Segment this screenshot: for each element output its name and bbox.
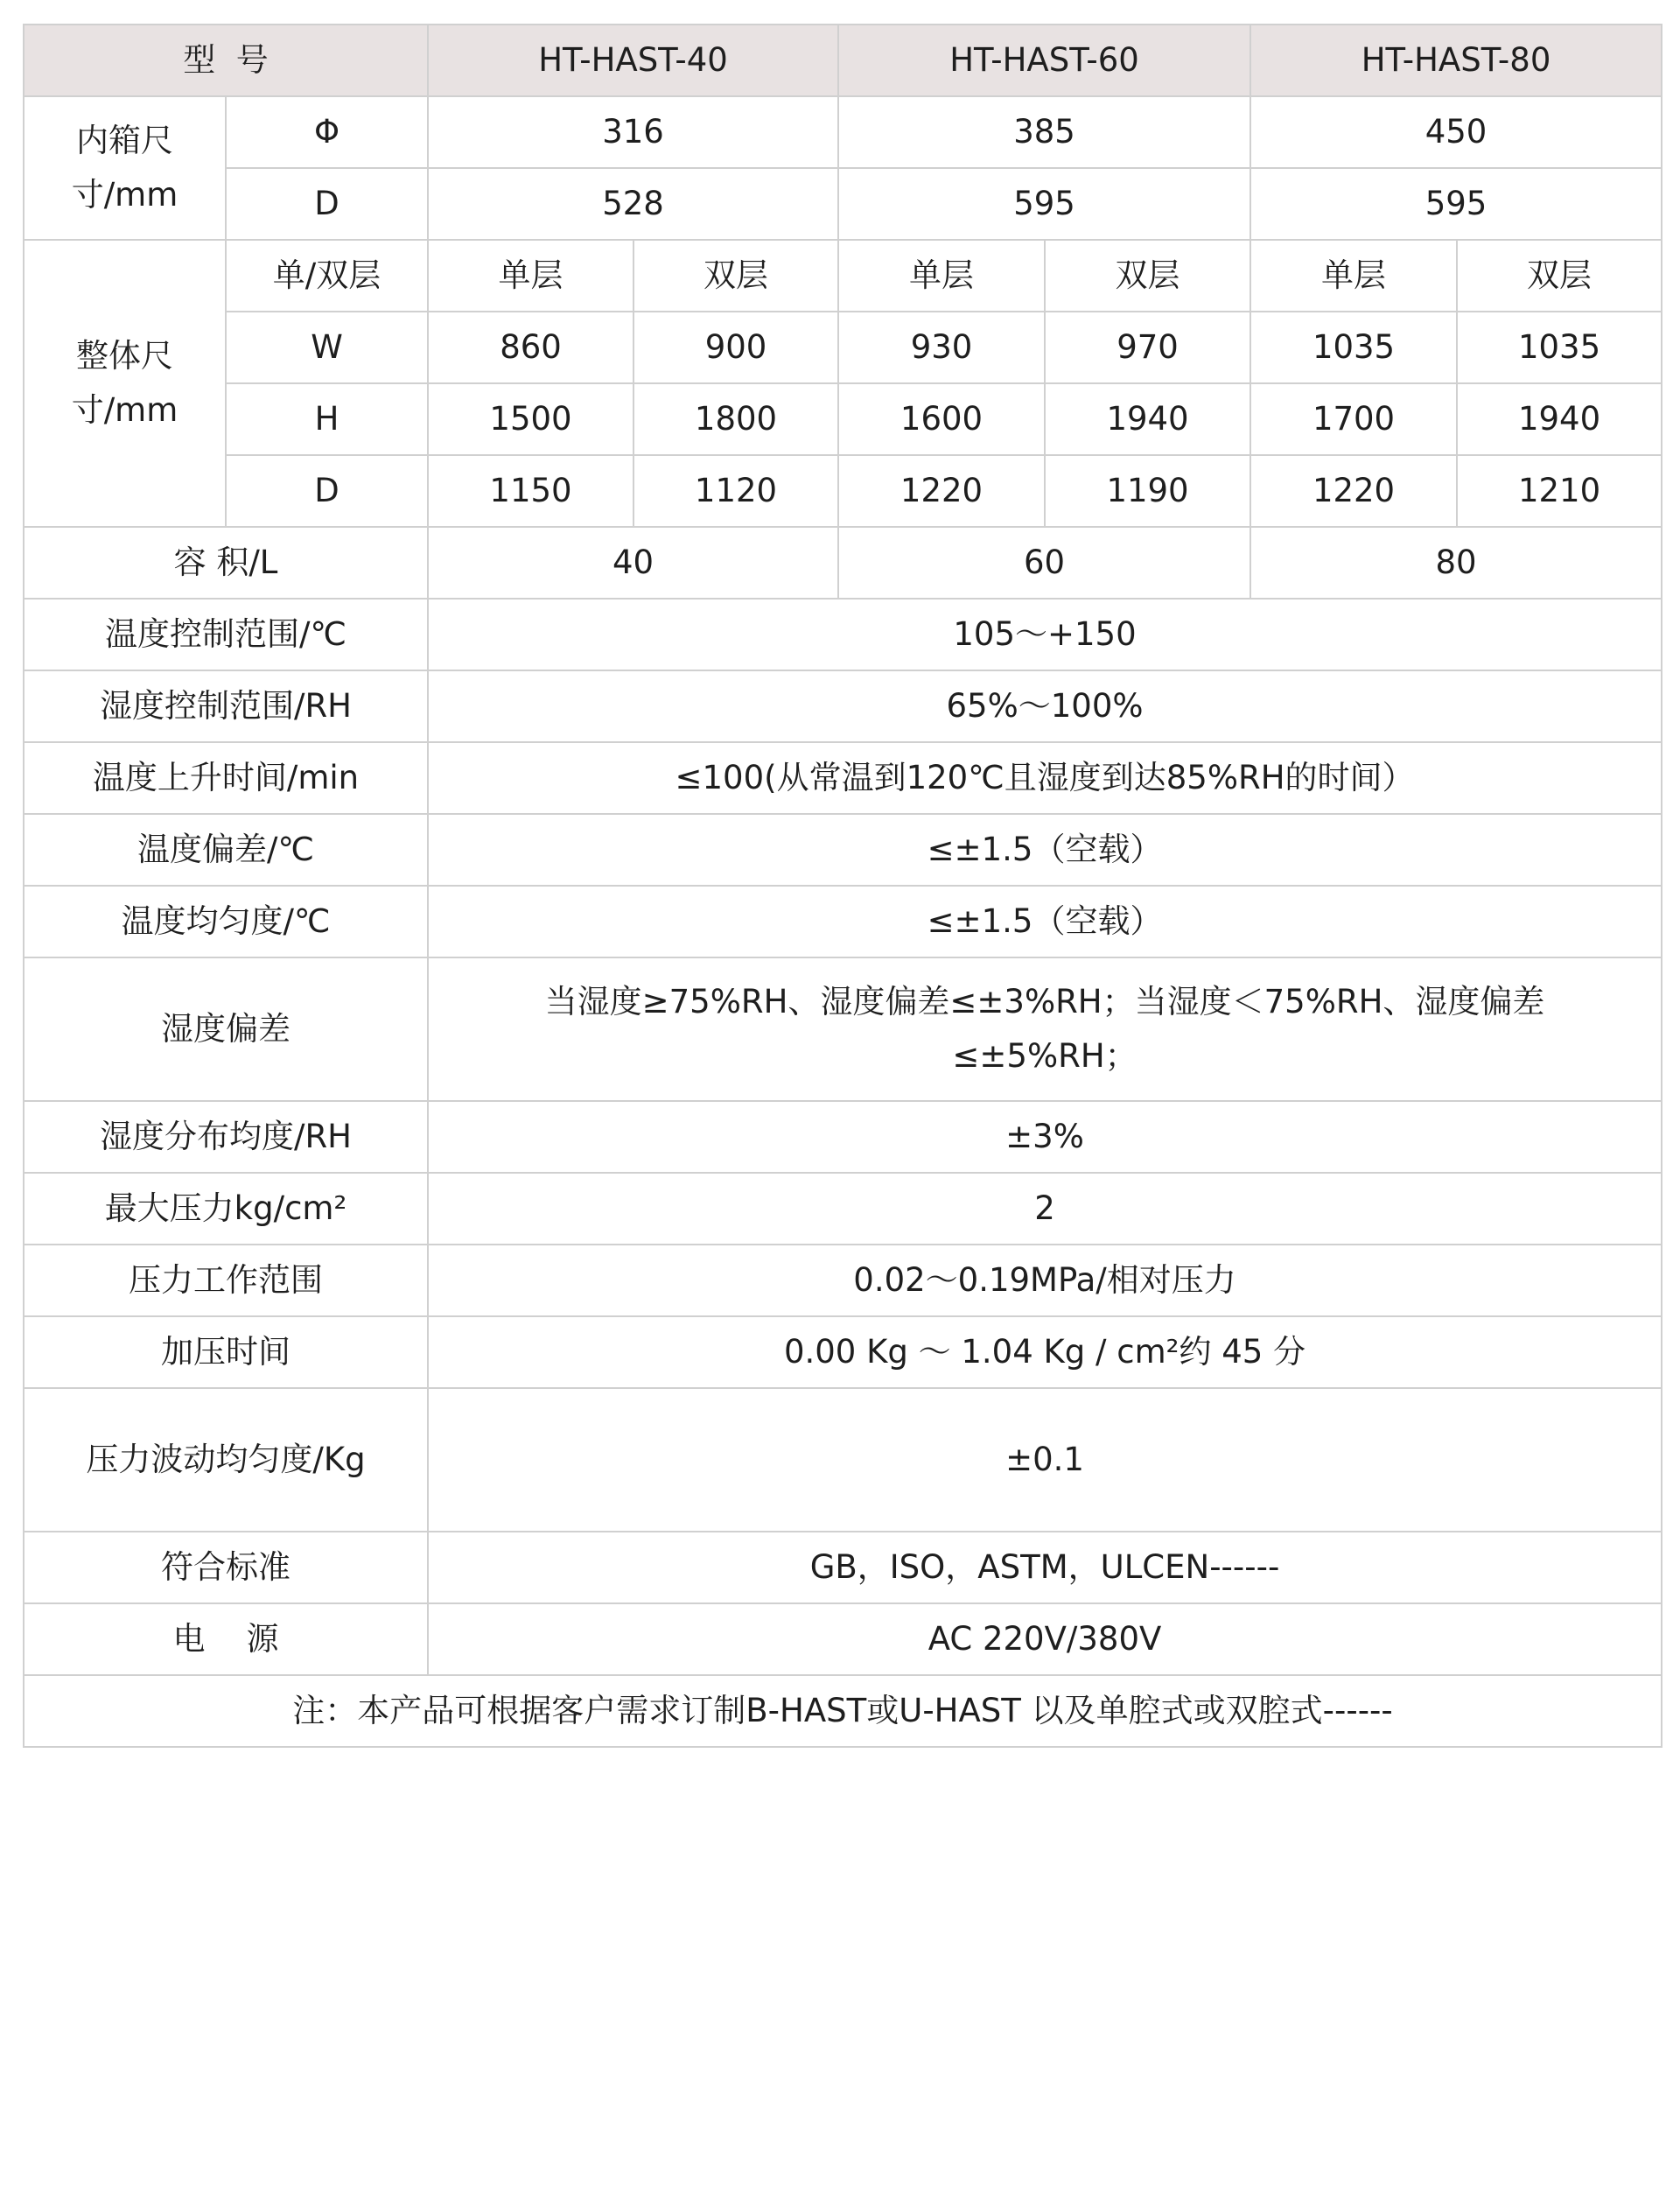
cell: 528 [428, 168, 838, 240]
cell: 双层 [634, 240, 838, 312]
sub-label: Φ [226, 96, 428, 168]
spec-row [24, 814, 1662, 886]
header-row [24, 25, 1662, 96]
spec-row [24, 957, 1662, 1101]
spec-value: AC 220V/380V [428, 1603, 1662, 1675]
header-label: 型 号 [24, 25, 428, 96]
spec-label: 压力波动均匀度/Kg [24, 1388, 428, 1532]
spec-row [24, 1316, 1662, 1388]
cell: 450 [1250, 96, 1662, 168]
cell: 900 [634, 312, 838, 383]
model-header: HT-HAST-60 [838, 25, 1250, 96]
spec-value: 0.02～0.19MPa/相对压力 [428, 1245, 1662, 1316]
spec-row [24, 599, 1662, 670]
spec-row [24, 1388, 1662, 1532]
sub-label: D [226, 455, 428, 527]
cell: 单层 [428, 240, 634, 312]
spec-row [24, 1603, 1662, 1675]
cell: 1600 [838, 383, 1045, 455]
table-row [24, 96, 1662, 168]
cell: 1120 [634, 455, 838, 527]
spec-value: 65%～100% [428, 670, 1662, 742]
cell: 1150 [428, 455, 634, 527]
cell: 1940 [1457, 383, 1662, 455]
spec-label: 湿度控制范围/RH [24, 670, 428, 742]
spec-row [24, 742, 1662, 814]
spec-label: 温度偏差/℃ [24, 814, 428, 886]
cell: 930 [838, 312, 1045, 383]
table-row [24, 168, 1662, 240]
spec-value: ±3% [428, 1101, 1662, 1173]
cell: 双层 [1457, 240, 1662, 312]
cell: 80 [1250, 527, 1662, 599]
sub-label: D [226, 168, 428, 240]
spec-value: ≤100(从常温到120℃且湿度到达85%RH的时间） [428, 742, 1662, 814]
sub-label: H [226, 383, 428, 455]
cell: 单层 [1250, 240, 1457, 312]
cell: 595 [838, 168, 1250, 240]
spec-row [24, 1245, 1662, 1316]
cell: 970 [1045, 312, 1250, 383]
spec-label: 温度上升时间/min [24, 742, 428, 814]
spec-row [24, 1101, 1662, 1173]
spec-label: 电 源 [24, 1603, 428, 1675]
spec-value: 2 [428, 1173, 1662, 1245]
cell: 40 [428, 527, 838, 599]
cell: 双层 [1045, 240, 1250, 312]
sub-label: 单/双层 [226, 240, 428, 312]
spec-row [24, 1532, 1662, 1603]
spec-value: GB，ISO，ASTM，ULCEN------ [428, 1532, 1662, 1603]
cell: 860 [428, 312, 634, 383]
spec-value: ≤±1.5（空载） [428, 814, 1662, 886]
cell: 316 [428, 96, 838, 168]
table-row [24, 527, 1662, 599]
model-header: HT-HAST-40 [428, 25, 838, 96]
table-row [24, 383, 1662, 455]
row-label: 容 积/L [24, 527, 428, 599]
cell: 595 [1250, 168, 1662, 240]
spec-row [24, 670, 1662, 742]
table-row [24, 240, 1662, 312]
spec-label: 符合标准 [24, 1532, 428, 1603]
spec-value: ≤±1.5（空载） [428, 886, 1662, 957]
spec-row [24, 1173, 1662, 1245]
spec-label: 加压时间 [24, 1316, 428, 1388]
row-label: 内箱尺寸/mm [24, 96, 226, 240]
spec-value: 0.00 Kg ～ 1.04 Kg / cm²约 45 分 [428, 1316, 1662, 1388]
spec-value: ±0.1 [428, 1388, 1662, 1532]
cell: 1940 [1045, 383, 1250, 455]
cell: 1035 [1250, 312, 1457, 383]
cell: 1220 [1250, 455, 1457, 527]
spec-table [23, 24, 1662, 1748]
spec-label: 温度控制范围/℃ [24, 599, 428, 670]
table-row [24, 312, 1662, 383]
spec-value: 105～+150 [428, 599, 1662, 670]
spec-label: 压力工作范围 [24, 1245, 428, 1316]
cell: 1190 [1045, 455, 1250, 527]
cell: 1210 [1457, 455, 1662, 527]
spec-row [24, 886, 1662, 957]
spec-label: 最大压力kg/cm² [24, 1173, 428, 1245]
spec-value: 当湿度≥75%RH、湿度偏差≤±3%RH；当湿度＜75%RH、湿度偏差≤±5%RH； [428, 957, 1662, 1101]
note: 注：本产品可根据客户需求订制B-HAST或U-HAST 以及单腔式或双腔式------ [24, 1675, 1662, 1747]
cell: 单层 [838, 240, 1045, 312]
spec-label: 湿度偏差 [24, 957, 428, 1101]
cell: 1035 [1457, 312, 1662, 383]
cell: 60 [838, 527, 1250, 599]
row-label: 整体尺寸/mm [24, 240, 226, 527]
spec-label: 湿度分布均度/RH [24, 1101, 428, 1173]
model-header: HT-HAST-80 [1250, 25, 1662, 96]
cell: 1500 [428, 383, 634, 455]
cell: 1800 [634, 383, 838, 455]
note-row [24, 1675, 1662, 1747]
cell: 1220 [838, 455, 1045, 527]
cell: 385 [838, 96, 1250, 168]
spec-label: 温度均匀度/℃ [24, 886, 428, 957]
sub-label: W [226, 312, 428, 383]
table-row [24, 455, 1662, 527]
cell: 1700 [1250, 383, 1457, 455]
